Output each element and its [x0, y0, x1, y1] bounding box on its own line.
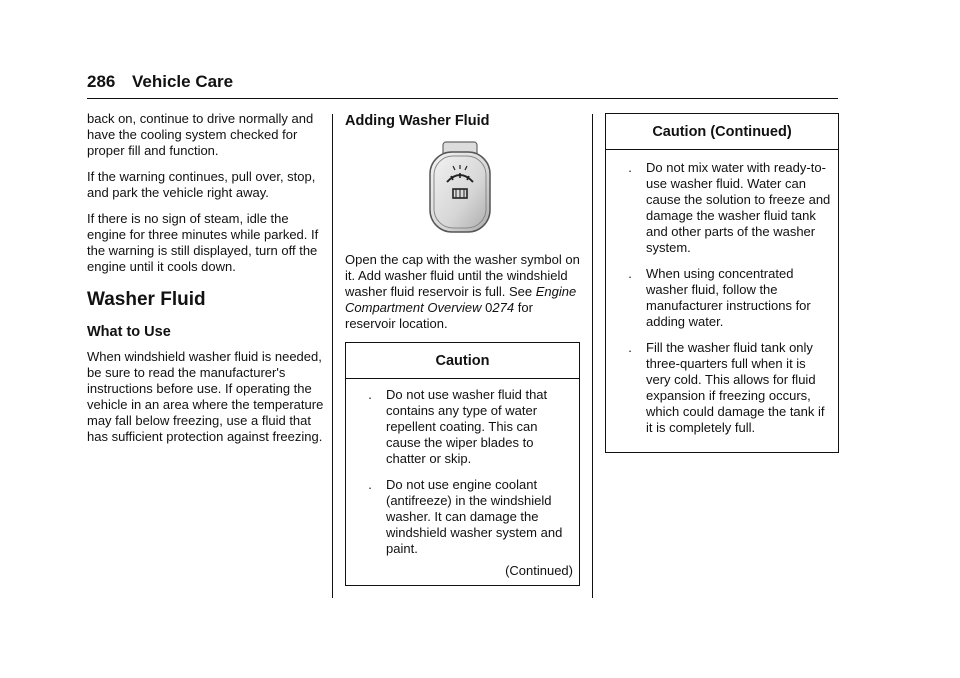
paragraph-adding	[345, 252, 580, 332]
caution-body	[346, 379, 579, 585]
page-ref-number[interactable]: 274	[492, 300, 515, 315]
bullet-icon: .	[368, 387, 372, 402]
heading-washer-fluid: Washer Fluid	[87, 289, 206, 310]
caution-continued-box	[605, 113, 839, 453]
caution-item-text: Fill the washer fluid tank only three-quarters full when it is very cold. This allows for fluid expansion if freezing occurs, which could damage the tank if it is completely full.	[646, 340, 825, 435]
caution-item-text: Do not use engine coolant (antifreeze) in the windshield washer. It can damage the windshield washer system and paint.	[386, 477, 563, 556]
paragraph-warning: If the warning continues, pull over, stop, and park the vehicle right away.	[87, 169, 316, 200]
heading-adding-washer-fluid: Adding Washer Fluid	[345, 113, 490, 129]
bullet-icon: .	[368, 477, 372, 492]
caution-item	[354, 387, 573, 467]
section-title: Vehicle Care	[132, 72, 234, 91]
paragraph-what-to-use: When windshield washer fluid is needed, be sure to read the manufacturer's instructions before use. If operating the vehicle in an area where the temperature may fall below freezing, use a fluid that has sufficient protection against freezing.	[87, 349, 324, 444]
washer-cap-icon	[425, 140, 495, 236]
column-2	[345, 111, 580, 586]
adding-text-pre: Open the cap with the washer symbol on it. Add washer fluid until the windshield washer fluid reservoir is full. See	[345, 252, 580, 299]
column-1	[87, 111, 325, 455]
caution-continued: (Continued)	[505, 563, 573, 578]
caution-continued-body	[606, 150, 838, 452]
paragraph-steam: If there is no sign of steam, idle the engine for three minutes while parked. If the warning is still displayed, turn off the engine until it cools down.	[87, 211, 319, 274]
caution-item	[354, 477, 573, 557]
page-ref-icon: 0	[485, 300, 493, 315]
header-rule	[87, 98, 838, 99]
caution-item	[614, 340, 832, 436]
bullet-icon: .	[628, 340, 632, 355]
column-divider-2	[592, 114, 593, 598]
caution-item	[614, 160, 832, 256]
washer-cap-illustration	[345, 140, 580, 240]
page-number: 286	[87, 72, 116, 91]
caution-item-text: Do not use washer fluid that contains any type of water repellent coating. This can cause the wiper blades to chatter or skip.	[386, 387, 548, 466]
caution-item-text: Do not mix water with ready-to-use washer fluid. Water can cause the solution to freeze and damage the washer fluid tank and other parts of the washer system.	[646, 160, 831, 255]
caution-item	[614, 266, 832, 330]
caution-title: Caution	[346, 343, 579, 379]
bullet-icon: .	[628, 266, 632, 281]
caution-item-text: When using concentrated washer fluid, follow the manufacturer instructions for adding water.	[646, 266, 811, 329]
page-header	[87, 72, 838, 98]
paragraph-cooling: back on, continue to drive normally and have the cooling system checked for proper fill and function.	[87, 111, 314, 158]
caution-continued-title: Caution (Continued)	[606, 114, 838, 150]
bullet-icon: .	[628, 160, 632, 175]
link-engine-compartment[interactable]: Engine Compartment Overview	[345, 284, 577, 315]
subheading-what-to-use: What to Use	[87, 324, 171, 340]
column-divider-1	[332, 114, 333, 598]
caution-box	[345, 342, 580, 586]
adding-text-post: for reservoir location.	[345, 300, 533, 331]
column-3	[605, 111, 839, 453]
